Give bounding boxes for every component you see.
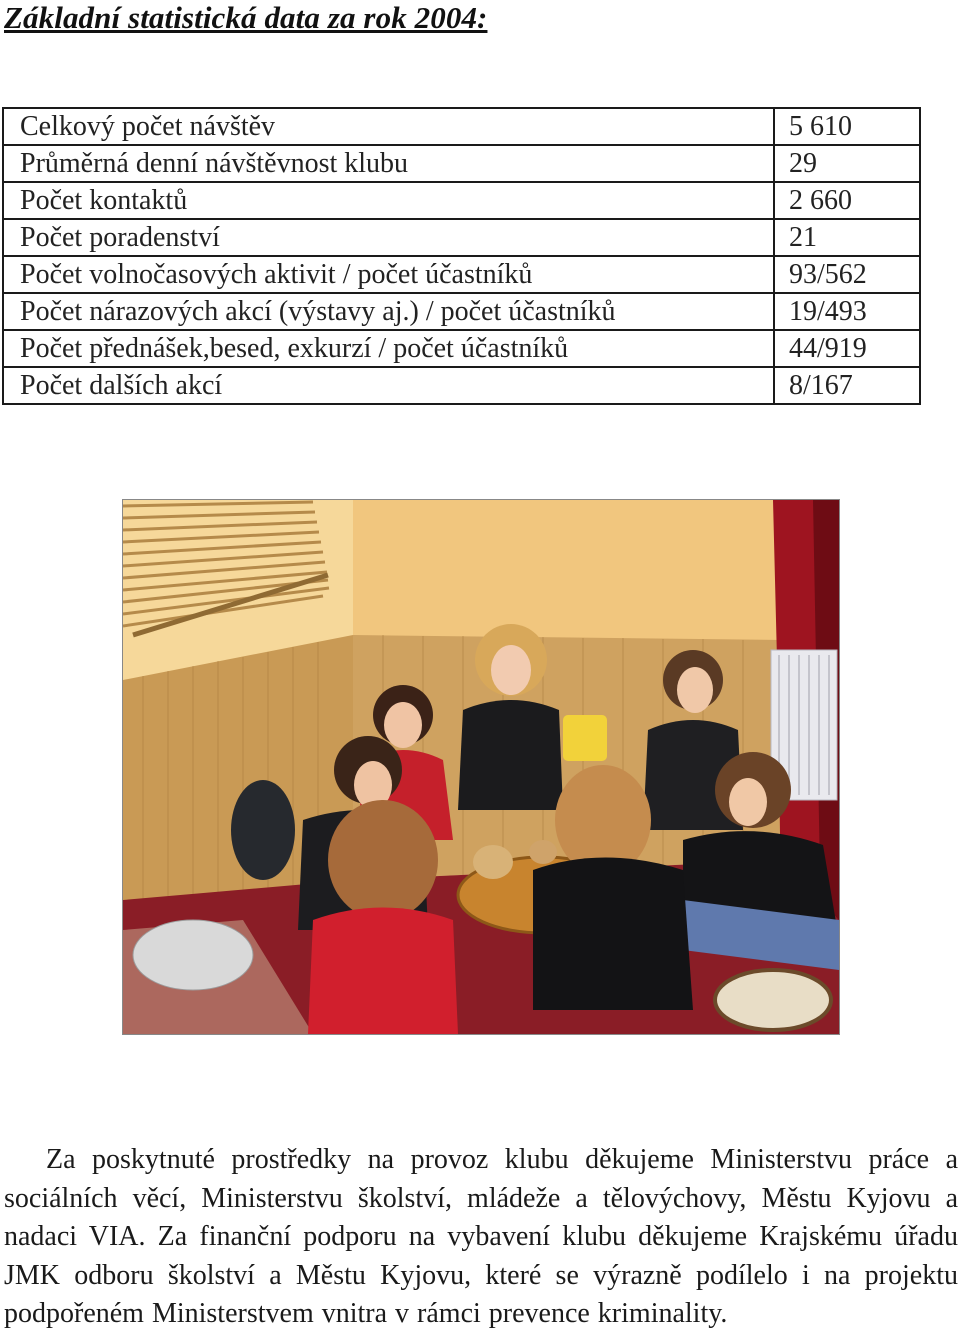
stat-value: 21 <box>774 219 920 256</box>
table-row <box>3 256 920 293</box>
table-row <box>3 330 920 367</box>
acknowledgement-paragraph: Za poskytnuté prostředky na provoz klubu děkujeme Ministerstvu práce a sociálních věcí, Ministerstvu školství, mládeže a tělovýchovy, Městu Kyjovu a nadaci VIA. Za finanční podporu na vybavení klubu děkujeme Krajskému úřadu JMK odboru školství a Městu Kyjovu, které se výrazně podílelo i na projektu podpořeném Ministerstvem vnitra v rámci prevence kriminality. <box>4 1144 958 1329</box>
stat-label: Počet kontaktů <box>3 182 774 219</box>
stat-label: Počet volnočasových aktivit / počet účastníků <box>3 256 774 293</box>
club-photo <box>122 499 840 1035</box>
stat-value: 8/167 <box>774 367 920 404</box>
table-row <box>3 219 920 256</box>
stat-value: 2 660 <box>774 182 920 219</box>
table-row <box>3 108 920 145</box>
stat-value: 44/919 <box>774 330 920 367</box>
stat-label: Počet přednášek,besed, exkurzí / počet účastníků <box>3 330 774 367</box>
stat-label: Celkový počet návštěv <box>3 108 774 145</box>
page-heading: Základní statistická data za rok 2004: <box>4 0 488 35</box>
table-row <box>3 182 920 219</box>
stat-label: Průměrná denní návštěvnost klubu <box>3 145 774 182</box>
stat-value: 93/562 <box>774 256 920 293</box>
stat-label: Počet dalších akcí <box>3 367 774 404</box>
stat-label: Počet poradenství <box>3 219 774 256</box>
table-row <box>3 367 920 404</box>
statistics-table <box>2 107 921 405</box>
stat-value: 19/493 <box>774 293 920 330</box>
table-row <box>3 293 920 330</box>
table-row <box>3 145 920 182</box>
stat-value: 5 610 <box>774 108 920 145</box>
stat-value: 29 <box>774 145 920 182</box>
drum <box>715 970 831 1030</box>
stat-label: Počet nárazových akcí (výstavy aj.) / počet účastníků <box>3 293 774 330</box>
